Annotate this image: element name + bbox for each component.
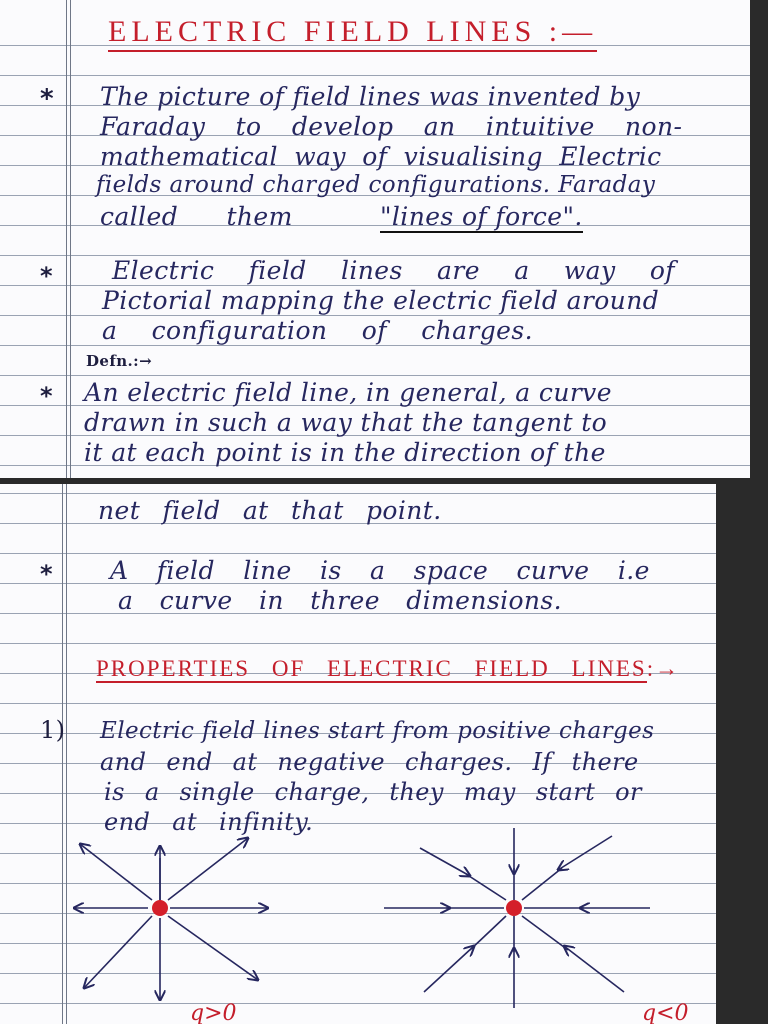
heading-text: PROPERTIES OF ELECTRIC FIELD LINES [96, 656, 647, 681]
text-line-continued: net field at that point. [98, 496, 442, 525]
field-line [168, 916, 258, 980]
field-line [522, 868, 562, 900]
margin-line [66, 0, 67, 478]
text-line: Faraday to develop an intuitive non- [100, 112, 683, 141]
bullet-marker: * [40, 560, 53, 588]
text-line: A field line is a space curve i.e [110, 556, 650, 585]
text-line: called them [100, 202, 293, 231]
field-line [168, 838, 248, 900]
notebook-page-2 [0, 484, 716, 1024]
charge-label-positive: q>0 [190, 1001, 237, 1024]
text-line: and end at negative charges. If there [100, 748, 639, 776]
text-line: Electric field lines are a way of [112, 256, 675, 285]
field-line [424, 946, 474, 992]
positive-charge-field-diagram [60, 828, 320, 1024]
field-line [80, 844, 152, 900]
text-line: it at each point is in the direction of the [84, 438, 606, 467]
section-heading [96, 656, 680, 682]
field-line [466, 874, 506, 900]
text-line: Pictorial mapping the electric field around [102, 286, 660, 315]
text-line: a configuration of charges. [102, 316, 533, 345]
margin-line [70, 0, 71, 478]
quoted-term: "lines of force". [380, 202, 583, 231]
negative-charge-dot [506, 900, 522, 916]
bullet-marker: * [40, 84, 54, 114]
text-line: is a single charge, they may start or [104, 778, 642, 806]
text-line: Electric field lines start from positive charges [100, 718, 655, 744]
positive-charge-dot [152, 900, 168, 916]
text-line: The picture of field lines was invented by [100, 82, 641, 111]
field-line [558, 836, 612, 870]
bullet-marker: * [40, 382, 53, 410]
field-line [420, 848, 470, 876]
notebook-page-1 [0, 0, 750, 478]
text-line: fields around charged configurations. Faraday [96, 172, 656, 198]
text-line: end at infinity. [104, 808, 314, 836]
definition-label: Defn.:→ [86, 352, 153, 370]
field-line [522, 916, 568, 950]
item-number: 1) [40, 716, 66, 744]
heading-arrow: :→ [646, 656, 681, 681]
text-line: mathematical way of visualising Electric [100, 142, 662, 171]
text-line: drawn in such a way that the tangent to [84, 408, 608, 437]
negative-charge-field-diagram [380, 828, 710, 1024]
charge-label-negative: q<0 [642, 1001, 689, 1024]
page-title: ELECTRIC FIELD LINES :— [108, 14, 597, 52]
text-line: An electric field line, in general, a curve [84, 378, 612, 407]
field-line [564, 946, 624, 992]
text-line: a curve in three dimensions. [118, 586, 563, 615]
field-line [84, 916, 152, 988]
bullet-marker: * [40, 262, 53, 290]
field-line [470, 916, 506, 950]
